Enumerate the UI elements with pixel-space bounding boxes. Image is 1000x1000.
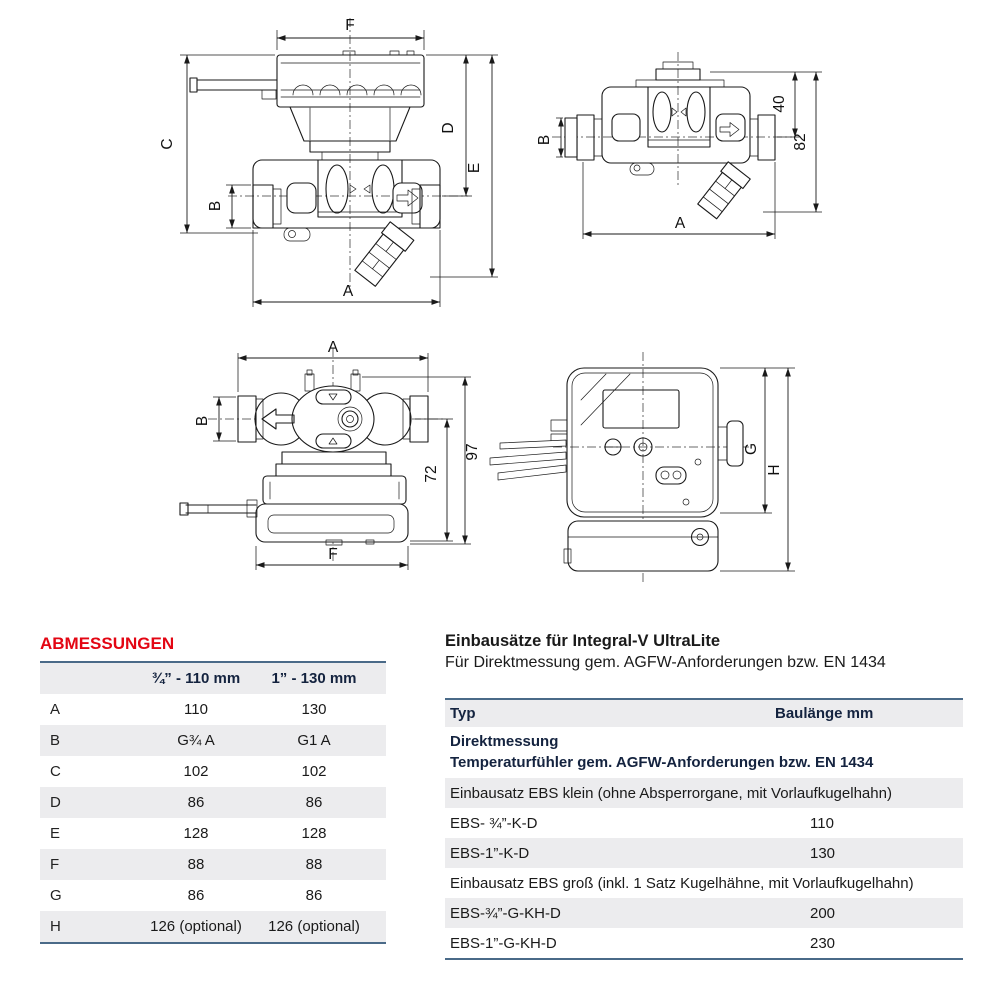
- kits-table: [445, 700, 963, 958]
- kits-table-wrap: [445, 698, 963, 960]
- dim-letter: A: [50, 701, 61, 718]
- table-row: [40, 849, 386, 880]
- dim-label-72: 72: [423, 465, 440, 483]
- kits-header-typ: Typ: [450, 705, 476, 722]
- table-row: [40, 818, 386, 849]
- kit-type: EBS-¾”-G-KH-D: [450, 904, 561, 922]
- dimensions-header-variant1: ¾” - 110 mm: [151, 670, 241, 687]
- dim-value: 88: [187, 856, 205, 873]
- dim-letter: C: [50, 763, 61, 780]
- dim-label-b: B: [207, 200, 224, 212]
- dim-value: G¾ A: [177, 732, 215, 749]
- table-row: [40, 880, 386, 911]
- dim-label-b2: B: [536, 134, 553, 146]
- front-view-drawing: [159, 17, 498, 307]
- table-row: [40, 756, 386, 787]
- dim-value: G1 A: [297, 732, 331, 749]
- dim-label-h: H: [766, 464, 783, 476]
- table-row: [445, 898, 963, 928]
- dim-value: 110: [184, 701, 208, 718]
- kits-group-line2: Temperaturfühler gem. AGFW-Anforderungen bzw. EN 1434: [450, 754, 874, 771]
- top-view-drawing: [180, 339, 481, 570]
- kit-type: EBS- ¾”-K-D: [450, 814, 538, 832]
- dim-value: 88: [305, 856, 323, 873]
- body-side-view-drawing: [536, 52, 822, 239]
- dim-value: 86: [305, 794, 323, 811]
- kits-header-length: Baulänge mm: [775, 705, 874, 722]
- dim-value: 86: [187, 794, 205, 811]
- dim-label-97: 97: [464, 443, 481, 461]
- dim-value: 102: [183, 763, 209, 780]
- dim-label-a: A: [342, 283, 354, 300]
- dimensions-header-row: [40, 663, 386, 694]
- table-row: [40, 725, 386, 756]
- table-row: [40, 694, 386, 725]
- dim-letter: H: [50, 918, 61, 935]
- table-row: [445, 808, 963, 838]
- calculator-view-drawing: [490, 352, 795, 582]
- kits-subtitle: Für Direktmessung gem. AGFW-Anforderungen bzw. EN 1434: [445, 654, 886, 671]
- dim-letter: B: [50, 732, 61, 749]
- dimensions-header-variant2: 1” - 130 mm: [271, 670, 357, 687]
- dim-value: 126 (optional): [150, 918, 242, 935]
- table-row: [40, 787, 386, 818]
- dim-label-f3: F: [328, 546, 338, 563]
- dim-label-e: E: [466, 162, 483, 174]
- kits-group-line1: Direktmessung: [450, 733, 559, 750]
- dimensions-header-empty: [40, 663, 140, 694]
- dim-letter: D: [50, 794, 61, 811]
- kit-length: 130: [810, 844, 836, 862]
- dim-value: 86: [187, 887, 205, 904]
- kits-group-header: [445, 727, 963, 778]
- kits-category-label: Einbausatz EBS groß (inkl. 1 Satz Kugelhähne, mit Vorlaufkugelhahn): [450, 874, 914, 892]
- dim-value: 128: [183, 825, 209, 842]
- dim-label-f: F: [345, 17, 355, 34]
- kits-title: Einbausätze für Integral-V UltraLite: [445, 632, 721, 650]
- table-row: [445, 838, 963, 868]
- kits-group-header-row: [445, 727, 963, 778]
- dim-value: 128: [301, 825, 327, 842]
- kit-length: 230: [810, 934, 836, 952]
- dimensions-table-wrap: [40, 661, 386, 944]
- kit-length: 110: [810, 814, 834, 832]
- kit-length: 200: [810, 904, 836, 922]
- table-row: [40, 911, 386, 942]
- kits-header-row: [445, 700, 963, 727]
- dim-label-40: 40: [771, 95, 788, 113]
- kits-category-row: [445, 778, 963, 808]
- kit-type: EBS-1”-K-D: [450, 844, 530, 862]
- table-row: [445, 928, 963, 958]
- dim-label-82: 82: [792, 133, 809, 151]
- dim-value: 126 (optional): [268, 918, 360, 935]
- dim-value: 86: [305, 887, 323, 904]
- kits-category-row: [445, 868, 963, 898]
- kits-category-label: Einbausatz EBS klein (ohne Absperrorgane, mit Vorlaufkugelhahn): [450, 784, 892, 802]
- dim-value: 130: [301, 701, 327, 718]
- dim-label-a2: A: [674, 215, 686, 232]
- dimensions-table: [40, 663, 386, 942]
- kits-section: [445, 630, 963, 960]
- dimensions-section: [40, 634, 386, 944]
- kit-type: EBS-1”-G-KH-D: [450, 934, 557, 952]
- dim-letter: G: [50, 887, 62, 904]
- dimensions-title: ABMESSUNGEN: [40, 634, 175, 653]
- dim-label-d: D: [440, 122, 457, 134]
- dim-label-c: C: [159, 138, 176, 150]
- dim-label-g: G: [743, 442, 760, 456]
- dim-letter: E: [50, 825, 61, 842]
- dim-value: 102: [301, 763, 327, 780]
- dim-label-a3: A: [327, 339, 339, 356]
- dim-letter: F: [50, 856, 60, 873]
- dim-label-b3: B: [194, 415, 211, 427]
